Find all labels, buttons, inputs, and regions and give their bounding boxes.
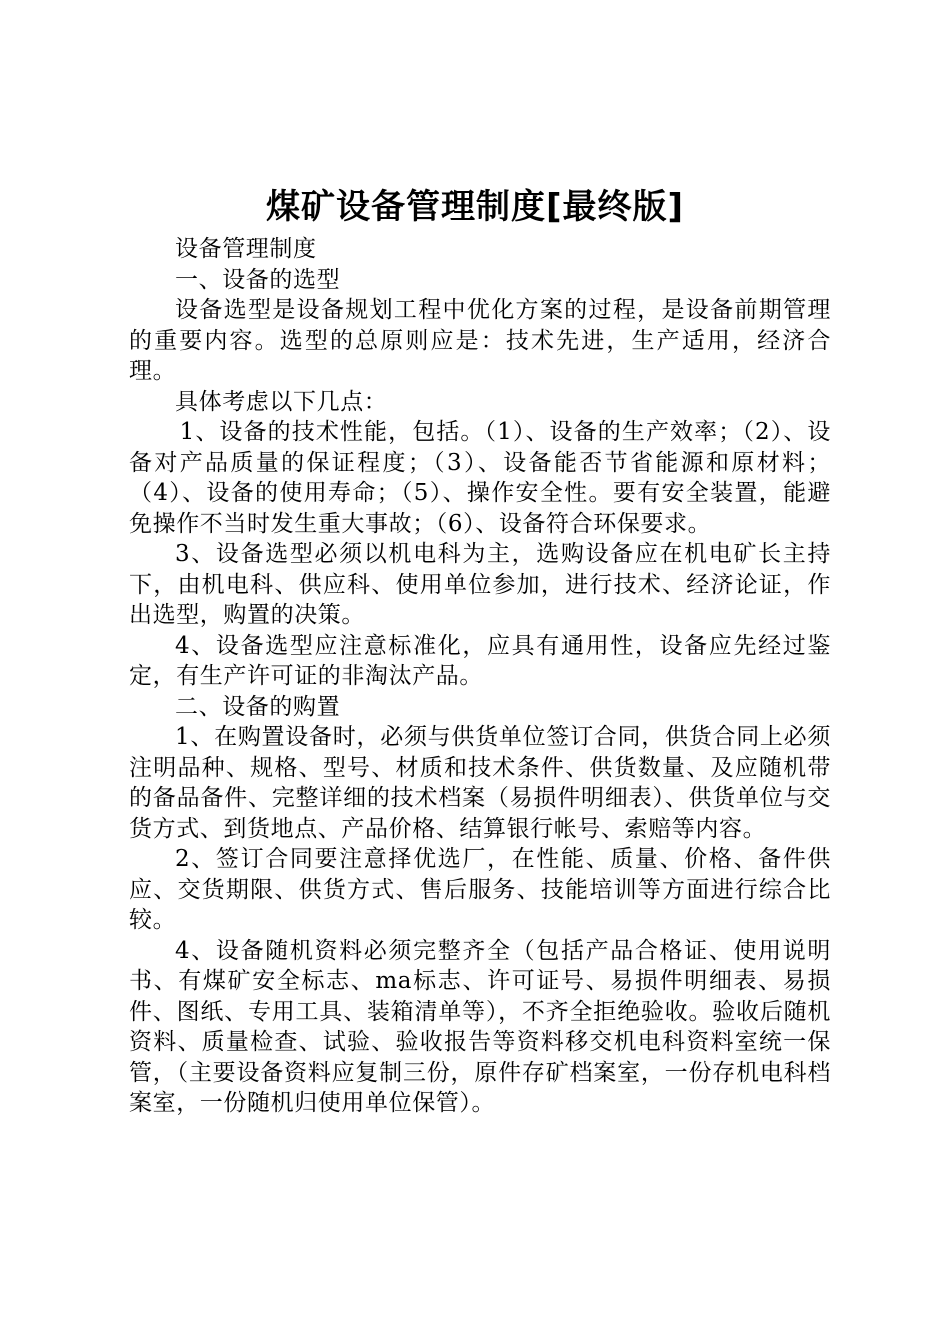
paragraph-item-4-standardization: 4、设备选型应注意标准化，应具有通用性，设备应先经过鉴定，有生产许可证的非淘汰产品。 [129, 632, 831, 689]
section-heading-management: 设备管理制度 [175, 236, 317, 262]
section-heading-selection: 一、设备的选型 [175, 266, 341, 293]
paragraph-purchase-item-4-documents: 4、设备随机资料必须完整齐全（包括产品合格证、使用说明书、有煤矿安全标志、ma标志、许可证号、易损件明细表、易损件、图纸、专用工具、装箱清单等），不齐全拒绝验收。验收后随机资料、质量检查、试验、验收报告等资料移交机电科资料室统一保管，（主要设备资料应复制三份，原件存矿档案室，一份存机电科档案室，一份随机归使用单位保管）。 [129, 937, 831, 1116]
paragraph-selection-intro: 设备选型是设备规划工程中优化方案的过程，是设备前期管理的重要内容。选型的总原则应是：技术先进，生产适用，经济合理。 [129, 297, 831, 384]
section-heading-purchase: 二、设备的购置 [175, 693, 341, 720]
paragraph-considerations: 具体考虑以下几点： [175, 388, 388, 415]
document-body [129, 234, 831, 1119]
paragraph-purchase-item-1-contract: 1、在购置设备时，必须与供货单位签订合同，供货合同上必须注明品种、规格、型号、材质和技术条件、供货数量、及应随机带的备品备件、完整详细的技术档案（易损件明细表）、供货单位与交货方式、到货地点、产品价格、结算银行帐号、索赔等内容。 [129, 724, 831, 842]
paragraph-item-3-department: 3、设备选型必须以机电科为主，选购设备应在机电矿长主持下，由机电科、供应科、使用单位参加，进行技术、经济论证，作出选型，购置的决策。 [129, 541, 831, 628]
paragraph-item-1-performance: 1、设备的技术性能，包括。（1）、设备的生产效率；（2）、设备对产品质量的保证程度；（3）、设备能否节省能源和原材料；（4）、设备的使用寿命；（5）、操作安全性。要有安全装置，能避免操作不当时发生重大事故；（6）、设备符合环保要求。 [129, 419, 831, 537]
document-title: 煤矿设备管理制度[最终版] [265, 187, 685, 227]
paragraph-purchase-item-2-supplier: 2、签订合同要注意择优选厂，在性能、质量、价格、备件供应、交货期限、供货方式、售后服务、技能培训等方面进行综合比较。 [129, 846, 831, 933]
